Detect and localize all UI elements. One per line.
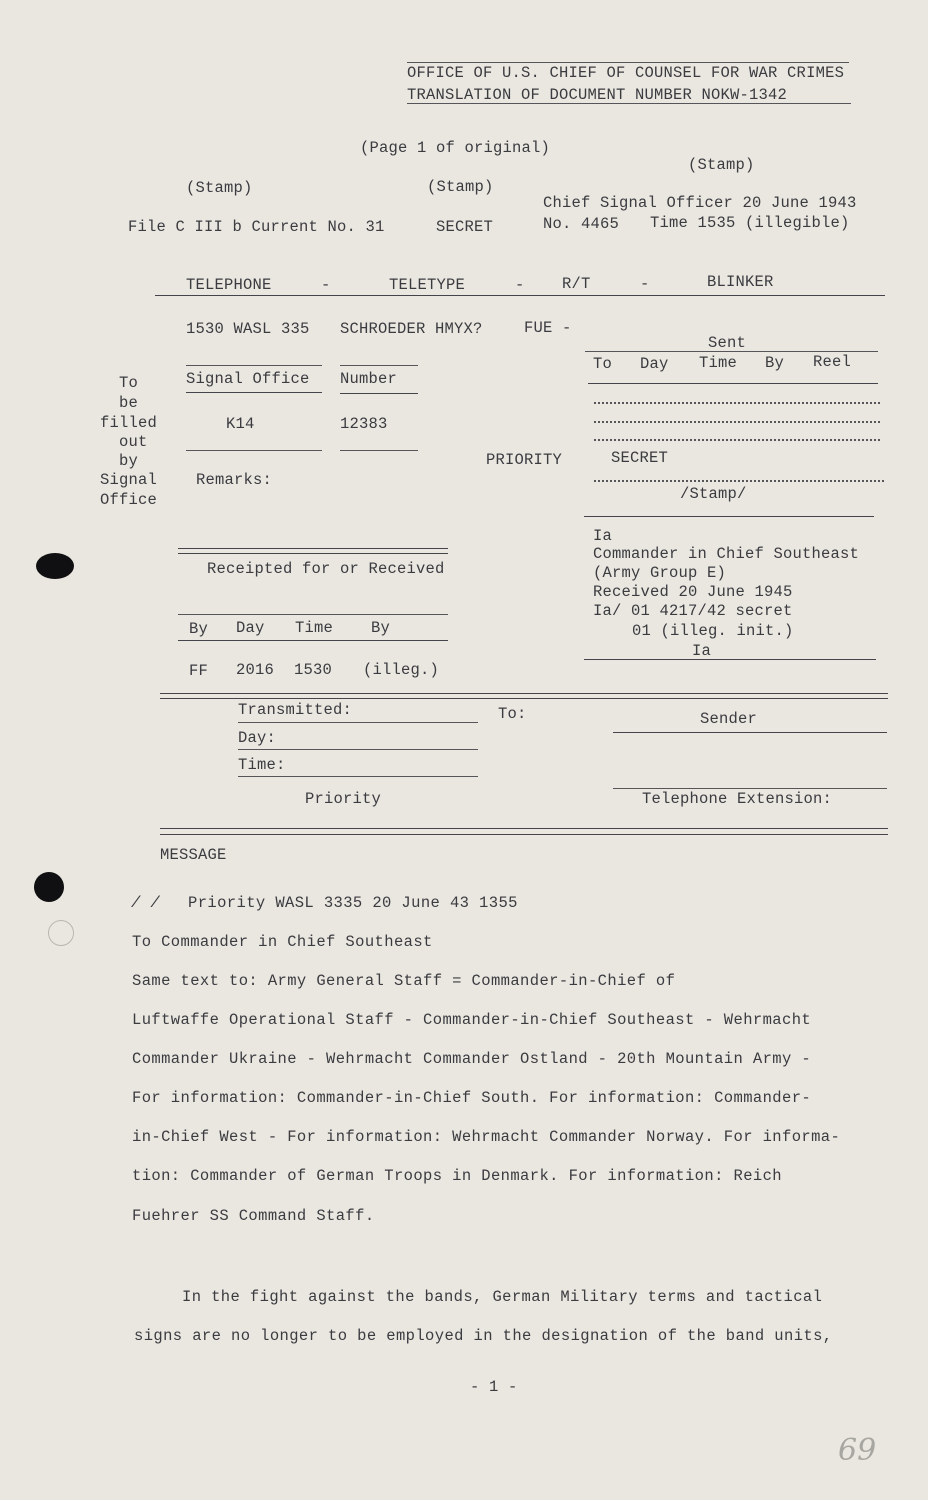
message-line-1: Priority WASL 3335 20 June 43 1355 [188,894,518,912]
received-col-day: Day [236,619,265,637]
incoming-stamp-line-3: (Army Group E) [593,564,727,582]
incoming-stamp-line-1: Ia [593,527,613,545]
signal-side-1: be [119,394,139,412]
received-mid-rule [178,614,448,615]
sent-col-reel: Reel [813,353,852,371]
message-top-rule-2 [160,834,888,835]
incoming-stamp-line-7: Ia [692,642,712,660]
transmitted-top-rule-1 [160,693,888,694]
sent-dotted-row-1 [594,402,880,404]
transmitted-sender-label: Sender [700,710,758,728]
signal-side-5: Signal [100,471,158,489]
stamp-middle: (Stamp) [427,178,494,196]
chief-signal-no: No. 4465 [543,215,620,233]
signal-stamp: /Stamp/ [680,485,747,503]
transmitted-to-label: To: [498,705,527,723]
transmitted-time-label: Time: [238,756,286,774]
number-value: 12383 [340,415,388,433]
transmitted-time-rule [238,776,478,777]
signal-office-top-rule [186,365,322,366]
incoming-stamp-rule [584,659,876,660]
message-line-4: Luftwaffe Operational Staff - Commander-in-Chief Southeast - Wehrmacht [132,1011,812,1029]
received-value-by: FF [189,662,209,680]
received-col-by-2: By [371,619,391,637]
header-bottom-rule [407,103,851,104]
chief-signal-line-1: Chief Signal Officer 20 June 1943 [543,194,857,212]
signal-side-0: To [119,374,139,392]
punch-hole-top [36,553,74,579]
number-label-rule [340,393,418,394]
sent-col-to: To [593,355,613,373]
extension-top-rule [613,788,887,789]
transmitted-rule [238,722,478,723]
transmitted-top-rule-2 [160,698,888,699]
number-top-rule [340,365,418,366]
code-part-2: SCHROEDER HMYX? [340,320,483,338]
received-value-by-2: (illeg.) [363,661,440,679]
pencil-page-number: 69 [838,1433,877,1468]
mode-teletype: TELETYPE [389,276,466,294]
stamp-left: (Stamp) [186,179,253,197]
chief-signal-time: Time 1535 (illegible) [650,214,850,232]
mode-dash-1: - [321,276,331,294]
signal-office-value-rule [186,450,322,451]
signal-side-6: Office [100,491,158,509]
received-value-day: 2016 [236,661,275,679]
message-line-7: in-Chief West - For information: Wehrmacht Commander Norway. For informa- [132,1128,841,1146]
mode-row-rule [155,295,885,296]
signal-office-label-rule [186,392,322,393]
mode-blinker: BLINKER [707,273,774,291]
incoming-stamp-line-4: Received 20 June 1945 [593,583,793,601]
message-line-3: Same text to: Army General Staff = Commander-in-Chief of [132,972,676,990]
message-label: MESSAGE [160,846,227,864]
signal-side-3: out [119,433,148,451]
signal-side-2: filled [100,414,158,432]
received-header-rule [178,640,448,641]
stamp-right: (Stamp) [688,156,755,174]
signal-office-value: K14 [226,415,255,433]
remarks-dotted-row [594,480,884,482]
message-line-5: Commander Ukraine - Wehrmacht Commander Ostland - 20th Mountain Army - [132,1050,812,1068]
punch-hole-ring [48,920,74,946]
signal-office-label: Signal Office [186,370,310,388]
transmitted-priority-label: Priority [305,790,382,808]
mode-telephone: TELEPHONE [186,276,272,294]
message-top-rule-1 [160,828,888,829]
header-line-2: TRANSLATION OF DOCUMENT NUMBER NOKW-1342 [407,86,788,104]
code-part-3: FUE - [524,319,572,337]
remarks-label: Remarks: [196,471,273,489]
incoming-stamp-line-6: 01 (illeg. init.) [632,622,794,640]
message-line-9: Fuehrer SS Command Staff. [132,1207,375,1225]
message-para-1: In the fight against the bands, German Military terms and tactical [182,1288,823,1306]
sent-top-rule [585,351,878,352]
received-col-time: Time [295,619,334,637]
sender-rule [613,732,887,733]
number-label: Number [340,370,398,388]
incoming-stamp-line-2: Commander in Chief Southeast [593,545,860,563]
header-line-1: OFFICE OF U.S. CHIEF OF COUNSEL FOR WAR CRIMES [407,64,845,82]
signal-side-4: by [119,452,139,470]
mode-dash-3: - [640,275,650,293]
message-marks: / / [131,894,161,912]
sent-dotted-row-2 [594,421,880,423]
sent-col-time: Time [699,354,738,372]
sent-col-day: Day [640,355,669,373]
transmitted-label: Transmitted: [238,701,353,719]
sent-header-rule [588,383,878,384]
secret-label: SECRET [436,218,494,236]
mode-dash-2: - [515,276,525,294]
priority-label: PRIORITY [486,451,563,469]
sent-col-by: By [765,354,785,372]
signal-stamp-rule [584,516,874,517]
received-top-rule-1 [178,548,448,549]
number-value-rule [340,450,418,451]
file-line: File C III b Current No. 31 [128,218,385,236]
mode-rt: R/T [562,275,591,293]
sent-title: Sent [708,334,747,352]
message-para-2: signs are no longer to be employed in the designation of the band units, [134,1327,833,1345]
page-original: (Page 1 of original) [360,139,551,157]
incoming-stamp-line-5: Ia/ 01 4217/42 secret [593,602,793,620]
message-line-2: To Commander in Chief Southeast [132,933,433,951]
message-line-8: tion: Commander of German Troops in Denmark. For information: Reich [132,1167,783,1185]
received-value-time: 1530 [294,661,333,679]
received-col-by-1: By [189,620,209,638]
punch-hole-bottom [34,872,64,902]
header-top-rule [407,62,849,63]
telephone-extension-label: Telephone Extension: [642,790,833,808]
code-part-1: 1530 WASL 335 [186,320,310,338]
page-number: - 1 - [470,1378,518,1396]
transmitted-day-rule [238,749,478,750]
sent-dotted-row-3 [594,439,880,441]
transmitted-day-label: Day: [238,729,277,747]
message-line-6: For information: Commander-in-Chief South. For information: Commander- [132,1089,812,1107]
received-title: Receipted for or Received [207,560,445,578]
received-top-rule-2 [178,553,448,554]
signal-secret: SECRET [611,449,669,467]
